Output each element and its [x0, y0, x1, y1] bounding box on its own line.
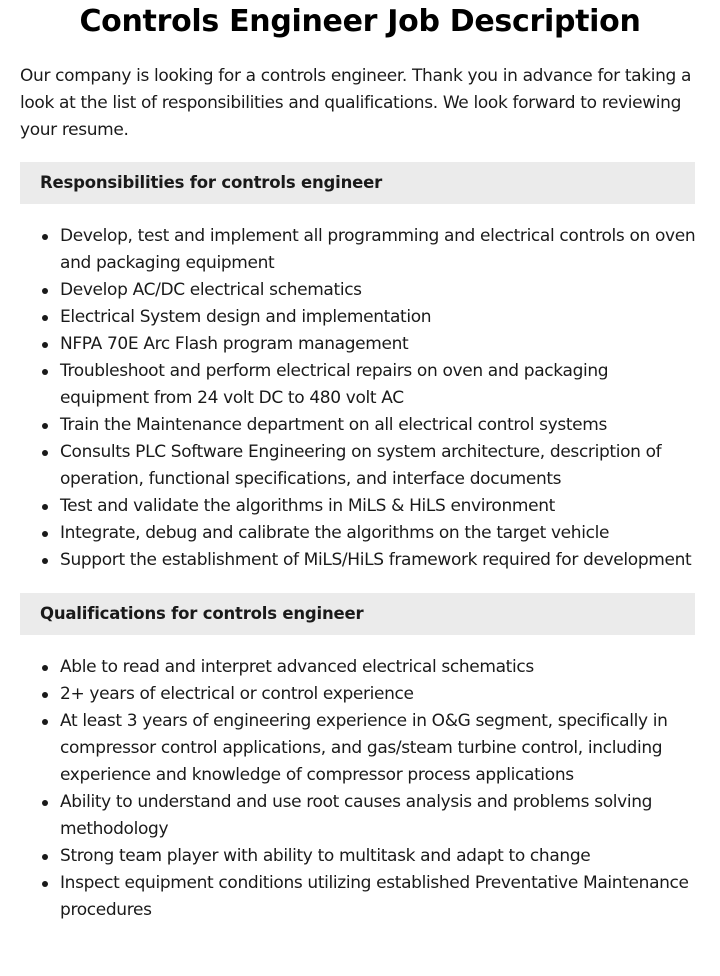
responsibility-item: Train the Maintenance department on all electrical control systems	[60, 412, 698, 439]
page-title: Controls Engineer Job Description	[79, 4, 641, 39]
qualifications-heading: Qualifications for controls engineer	[20, 593, 695, 635]
responsibility-item: Support the establishment of MiLS/HiLS framework required for development	[60, 547, 698, 574]
responsibility-item: Develop, test and implement all programming and electrical controls on oven and packaging equipment	[60, 223, 698, 277]
responsibility-item: Integrate, debug and calibrate the algorithms on the target vehicle	[60, 520, 698, 547]
qualification-item: Ability to understand and use root causes analysis and problems solving methodology	[60, 789, 698, 843]
qualification-item: Inspect equipment conditions utilizing established Preventative Maintenance procedures	[60, 870, 698, 924]
responsibility-item: NFPA 70E Arc Flash program management	[60, 331, 698, 358]
responsibility-item: Electrical System design and implementation	[60, 304, 698, 331]
intro-paragraph: Our company is looking for a controls engineer. Thank you in advance for taking a look at the list of responsibilities and qualifications. We look forward to reviewing your resume.	[20, 66, 692, 140]
qualification-item: At least 3 years of engineering experience in O&G segment, specifically in compressor control applications, and gas/steam turbine control, including experience and knowledge of compressor process applications	[60, 708, 698, 789]
qualification-item: Strong team player with ability to multitask and adapt to change	[60, 843, 698, 870]
qualifications-list	[20, 654, 698, 924]
responsibility-item: Develop AC/DC electrical schematics	[60, 277, 698, 304]
responsibility-item: Consults PLC Software Engineering on system architecture, description of operation, functional specifications, and interface documents	[60, 439, 698, 493]
responsibility-item: Test and validate the algorithms in MiLS & HiLS environment	[60, 493, 698, 520]
responsibility-item: Troubleshoot and perform electrical repairs on oven and packaging equipment from 24 volt DC to 480 volt AC	[60, 358, 698, 412]
qualification-item: 2+ years of electrical or control experience	[60, 681, 698, 708]
qualification-item: Able to read and interpret advanced electrical schematics	[60, 654, 698, 681]
responsibilities-heading: Responsibilities for controls engineer	[20, 162, 695, 204]
responsibilities-list	[20, 223, 698, 574]
